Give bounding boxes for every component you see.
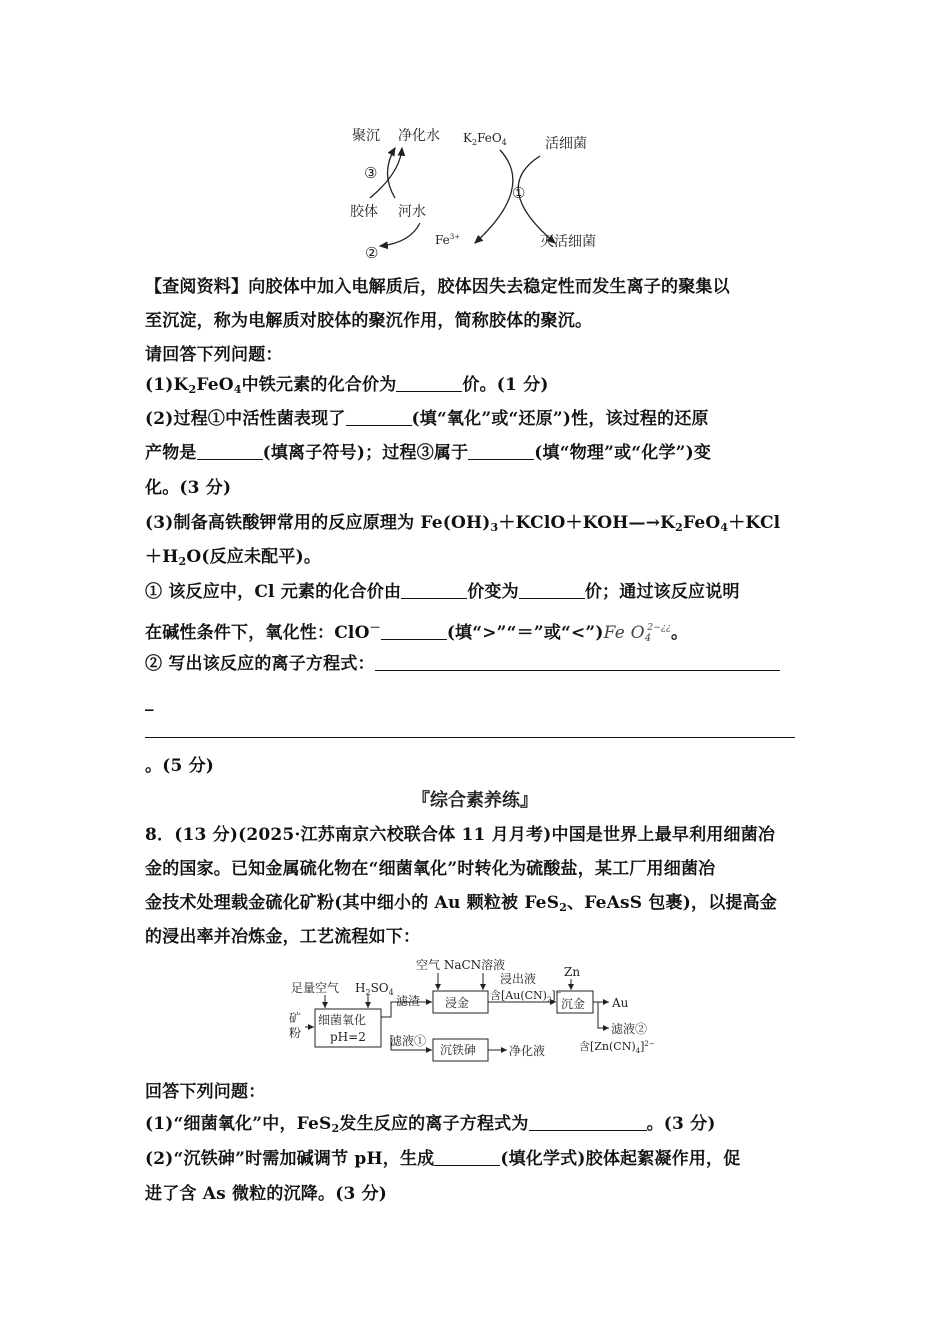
- label-juchen: 聚沉: [352, 128, 380, 144]
- question-3-2-line2: _: [145, 692, 154, 712]
- answer-blank[interactable]: [396, 373, 462, 392]
- process-flow-diagram: [283, 955, 673, 1070]
- label-step3: ③: [364, 164, 378, 182]
- label-jiaoti: 胶体: [350, 204, 378, 220]
- label-lvye2: 滤液②: [611, 1022, 648, 1036]
- label-huoxijun: 活细菌: [545, 136, 587, 152]
- section-heading: 『综合素养练』: [412, 790, 538, 811]
- label-au: Au: [612, 996, 629, 1010]
- box3-label: 沉金: [561, 997, 586, 1011]
- label-han-au: 含$[Au(CN)_2]^-$: [490, 989, 562, 1004]
- label-step1: ①: [512, 184, 526, 202]
- text-line: 请回答下列问题：: [145, 345, 283, 365]
- answer-blank[interactable]: [197, 441, 263, 460]
- question-3-1-line2: 在碱性条件下，氧化性：ClO－ (填“>”“＝”或“<”)Fe $O4^{2-¿¿}$。: [145, 621, 689, 644]
- answer-blank[interactable]: [468, 441, 534, 460]
- answer-blank[interactable]: [375, 652, 780, 671]
- question-3-2-end: 。(5 分): [145, 756, 215, 776]
- box1-label-b: pH=2: [330, 1030, 366, 1044]
- label-fe3: $Fe^{3+}$: [435, 233, 461, 247]
- question-2-line3: 化。(3 分): [145, 478, 232, 498]
- label-fen: 粉: [289, 1026, 302, 1040]
- answer-line[interactable]: [145, 737, 795, 738]
- text-line: 【查阅资料】向胶体中加入电解质后，胶体因失去稳定性而发生离子的聚集以: [145, 277, 730, 297]
- question-3-line1: (3)制备高铁酸钾常用的反应原理为 $Fe(OH)_3+KClO+KOH—\to K_2FeO_4+KCl$: [145, 513, 781, 534]
- purification-cycle-diagram: [340, 118, 610, 268]
- problem-8-line2: 金的国家。已知金属硫化物在“细菌氧化”时转化为硫酸盐，某工厂用细菌冶: [145, 859, 716, 879]
- label-zn: Zn: [564, 965, 581, 979]
- answer-blank[interactable]: [519, 580, 585, 599]
- answer-prompt: 回答下列问题：: [145, 1082, 266, 1102]
- box4-label: 沉铁砷: [440, 1043, 477, 1057]
- answer-blank[interactable]: [434, 1147, 500, 1166]
- box1-label-a: 细菌氧化: [318, 1013, 367, 1027]
- label-k2feo4: $K_2FeO_4$: [463, 131, 507, 147]
- problem-8-line4: 的浸出率并冶炼金，工艺流程如下：: [145, 927, 421, 947]
- label-air: 足量空气: [291, 981, 340, 995]
- label-jinghuashui: 净化水: [398, 128, 440, 144]
- answer-blank[interactable]: [529, 1112, 647, 1131]
- label-kuang: 矿: [289, 1011, 302, 1025]
- problem-8-line1: 8．(13 分)(2025·江苏南京六校联合体 11 月月考)中国是世界上最早利用细菌冶: [145, 825, 776, 845]
- label-h2so4: $H_2SO_4$: [355, 981, 394, 997]
- label-lvye1: 滤液①: [390, 1034, 427, 1048]
- text-line: 至沉淀，称为电解质对胶体的聚沉作用，简称胶体的聚沉。: [145, 311, 593, 331]
- label-lvzha: 滤渣: [396, 994, 421, 1008]
- label-miehuoxijun: 灭活细菌: [540, 234, 596, 250]
- question-3-1-line1: ① 该反应中，Cl 元素的化合价由 价变为 价；通过该反应说明: [145, 582, 740, 602]
- ferrate-formula: Fe $O4^{2-¿¿}$: [603, 623, 672, 644]
- problem-8-line3: 金技术处理载金硫化矿粉(其中细小的 Au 颗粒被 FeS$_2$、FeAsS 包裹)，以提高金: [145, 893, 778, 914]
- answer-blank[interactable]: [401, 580, 467, 599]
- question-3-2-line1: ② 写出该反应的离子方程式：: [145, 652, 810, 676]
- label-jinghuaye: 净化液: [509, 1044, 546, 1058]
- question-3-line2: $+H_2O$(反应未配平)。: [145, 547, 322, 568]
- answer-blank[interactable]: [381, 621, 447, 640]
- question-2-line1: (2)过程①中活性菌表现了 (填“氧化”或“还原”)性，该过程的还原: [145, 409, 709, 429]
- label-step2: ②: [365, 244, 379, 262]
- sub-question-2-line1: (2)“沉铁砷”时需加碱调节 pH，生成 (填化学式)胶体起絮凝作用，促: [145, 1149, 741, 1169]
- label-air2: 空气 NaCN溶液: [416, 958, 506, 972]
- label-han-zn: 含$[Zn(CN)_4]^{2-}$: [579, 1040, 655, 1055]
- sub-question-2-line2: 进了含 As 微粒的沉降。(3 分): [145, 1184, 388, 1204]
- sub-question-1: (1)“细菌氧化”中，FeS$_2$发生反应的离子方程式为 。(3 分): [145, 1114, 716, 1135]
- question-1: $(1)K_2FeO_4$中铁元素的化合价为 价。(1 分): [145, 375, 549, 396]
- question-2-line2: 产物是 (填离子符号)；过程③属于 (填“物理”或“化学”)变: [145, 443, 712, 463]
- label-jinchuye: 浸出液: [500, 972, 537, 986]
- answer-blank[interactable]: [346, 407, 412, 426]
- label-heshui: 河水: [398, 204, 426, 220]
- box2-label: 浸金: [445, 996, 470, 1010]
